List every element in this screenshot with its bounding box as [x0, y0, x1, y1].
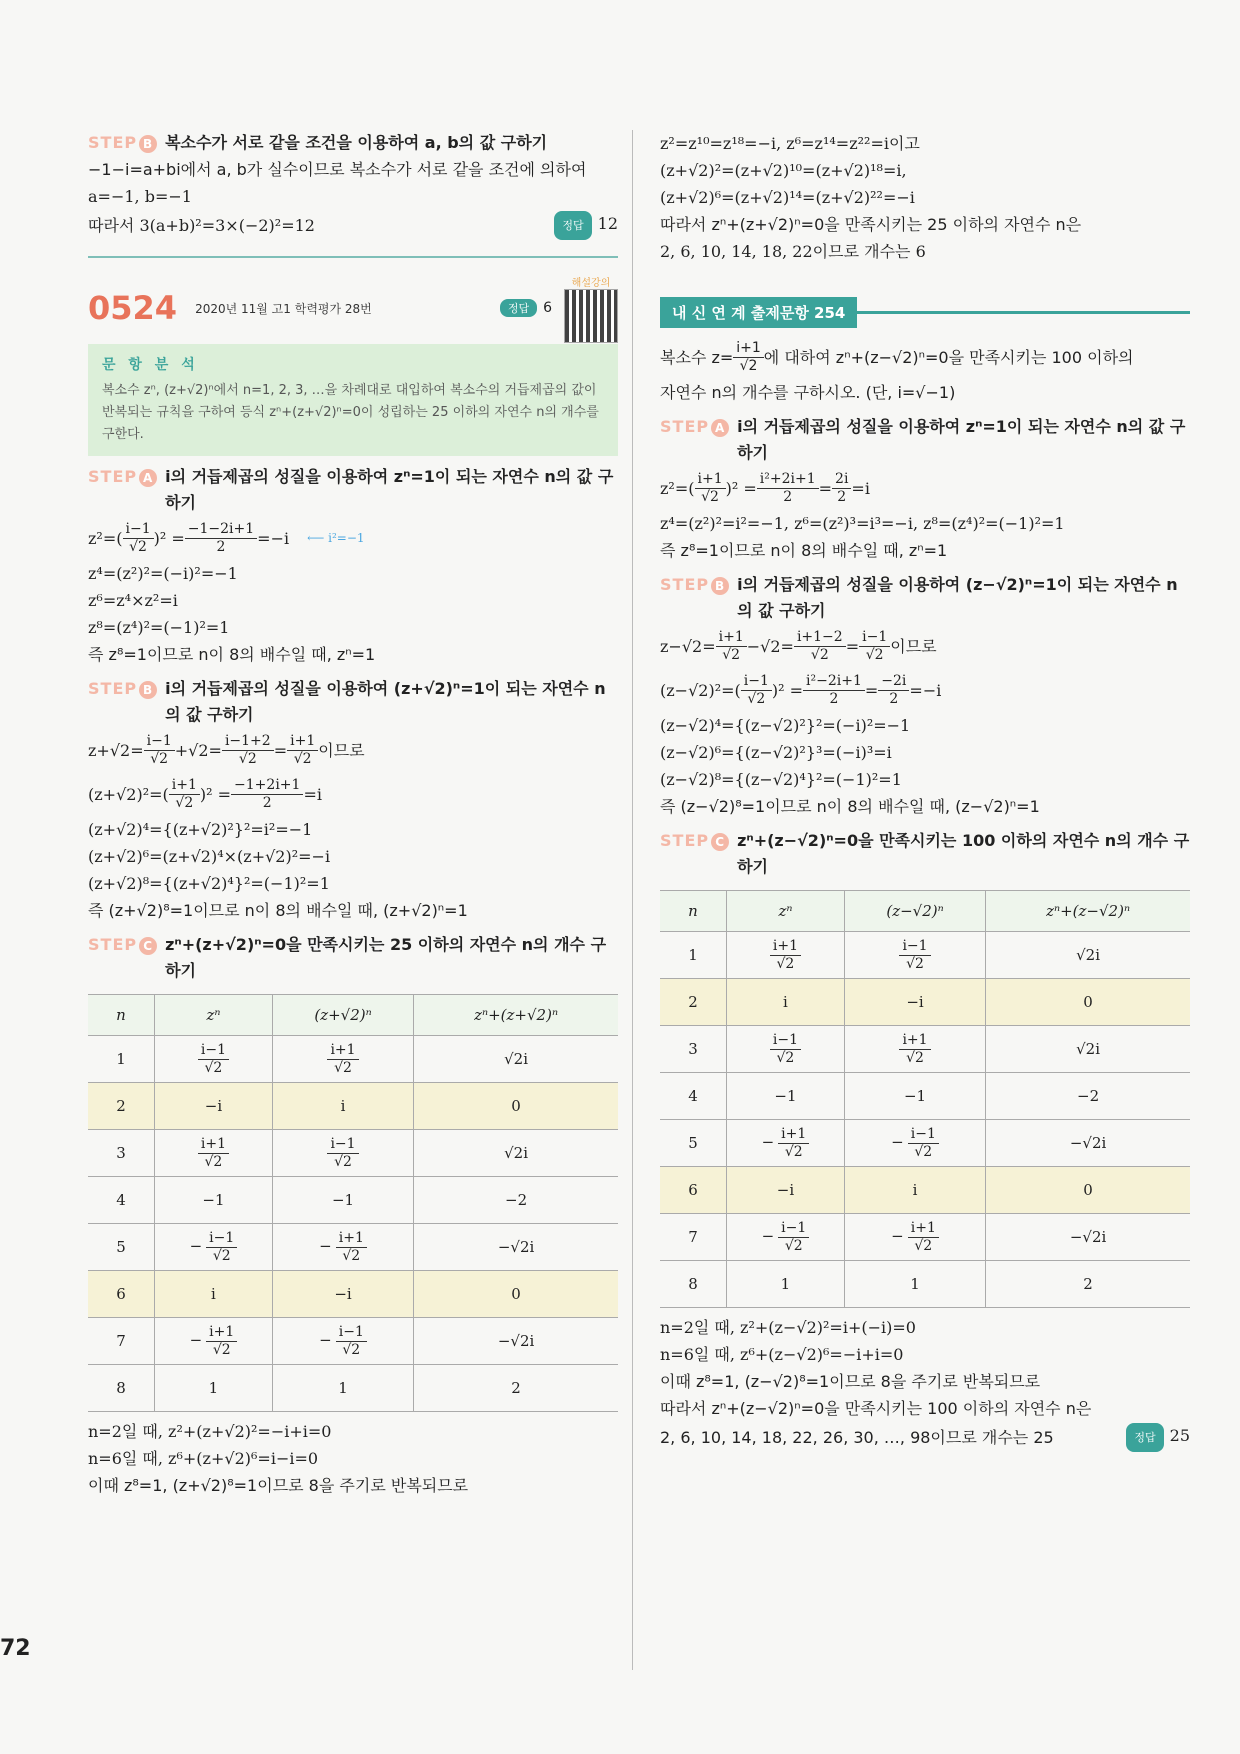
table-row: [88, 1083, 618, 1130]
text-line: (z+√2)⁶=(z+√2)¹⁴=(z+√2)²²=−i: [660, 188, 915, 207]
table-header-cell: n: [88, 995, 155, 1036]
table-header-cell: zⁿ: [727, 891, 845, 932]
table-row: [660, 1261, 1190, 1308]
equation-line: z⁴=(z²)²=i²=−1, z⁶=(z²)³=i³=−i, z⁸=(z⁴)²=(−1)²=1: [660, 514, 1065, 533]
table-cell: 5: [88, 1224, 155, 1271]
table-row: [88, 1036, 618, 1083]
qr-code-icon[interactable]: [564, 289, 618, 343]
table-row: [660, 1073, 1190, 1120]
table-cell: $\frac{i-1}{√2}$: [844, 932, 985, 979]
table-cell: 2: [660, 979, 727, 1026]
table-cell: i: [844, 1167, 985, 1214]
table-row: [88, 1177, 618, 1224]
question-line: 자연수 n의 개수를 구하시오. (단, i=√−1): [660, 383, 956, 402]
related-problem-banner: 내 신 연 계 출제문항 254: [660, 295, 1190, 329]
conclusion-line: 즉 (z+√2)⁸=1이므로 n이 8의 배수일 때, (z+√2)ⁿ=1: [88, 901, 468, 920]
table-cell: 7: [88, 1318, 155, 1365]
table-header-cell: zⁿ: [155, 995, 273, 1036]
table-cell: 6: [660, 1167, 727, 1214]
problem-header: 0524 2020년 11월 고1 학력평가 28번 정답 6 해설강의: [88, 278, 618, 338]
table-cell: 0: [986, 1167, 1190, 1214]
table-row: [88, 1318, 618, 1365]
table-cell: − $\frac{i-1}{√2}$: [155, 1224, 273, 1271]
table-row: [660, 932, 1190, 979]
table-cell: √2i: [414, 1130, 618, 1177]
table-header-cell: (z+√2)ⁿ: [272, 995, 413, 1036]
table-cell: 8: [660, 1261, 727, 1308]
table-cell: −1: [155, 1177, 273, 1224]
step-a-heading: STEP A i의 거듭제곱의 성질을 이용하여 zⁿ=1이 되는 자연수 n의 값 구하기: [88, 467, 614, 512]
equation-line: (z−√2)²=( $\frac{i-1}{√2}$ )² = $\frac{\text{i²−2i+1}}{2}$ = $\frac{-2i}{2}$ =−i: [660, 672, 942, 707]
step-c-heading: STEP C zⁿ+(z+√2)ⁿ=0을 만족시키는 25 이하의 자연수 n의 개수 구하기: [88, 935, 607, 980]
table-cell: i: [727, 979, 845, 1026]
text-line: 이때 z⁸=1, (z+√2)⁸=1이므로 8을 주기로 반복되므로: [88, 1476, 469, 1495]
table-cell: 3: [88, 1130, 155, 1177]
table-cell: −√2i: [414, 1318, 618, 1365]
conclusion-line: 즉 (z−√2)⁸=1이므로 n이 8의 배수일 때, (z−√2)ⁿ=1: [660, 797, 1040, 816]
table-cell: 1: [727, 1261, 845, 1308]
equation-line: (z+√2)⁴={(z+√2)²}²=i²=−1: [88, 820, 313, 839]
table-row: [660, 1120, 1190, 1167]
table-row: [660, 1026, 1190, 1073]
table-cell: 7: [660, 1214, 727, 1261]
equation-line: (z+√2)⁸={(z+√2)⁴}²=(−1)²=1: [88, 874, 330, 893]
equation-line: z⁴=(z²)²=(−i)²=−1: [88, 564, 238, 583]
text-line: n=2일 때, z²+(z−√2)²=i+(−i)=0: [660, 1318, 916, 1337]
table-cell: 1: [155, 1365, 273, 1412]
answer-badge: 정답: [554, 211, 591, 240]
table-cell: 4: [88, 1177, 155, 1224]
text-line: n=6일 때, z⁶+(z−√2)⁶=−i+i=0: [660, 1345, 904, 1364]
problem-source: 2020년 11월 고1 학력평가 28번: [195, 301, 372, 316]
final-line: 따라서 3(a+b)²=3×(−2)²=12 정답 12: [88, 210, 618, 240]
table-cell: 1: [844, 1261, 985, 1308]
text-line: 따라서 zⁿ+(z+√2)ⁿ=0을 만족시키는 25 이하의 자연수 n은: [660, 215, 1082, 234]
table-cell: $\frac{i+1}{√2}$: [272, 1036, 413, 1083]
text-line: z²=z¹⁰=z¹⁸=−i, z⁶=z¹⁴=z²²=i이고: [660, 134, 920, 153]
final-line: 2, 6, 10, 14, 18, 22, 26, 30, …, 98이므로 개수는 25 정답 25: [660, 1422, 1190, 1452]
table-cell: $\frac{i+1}{√2}$: [155, 1130, 273, 1177]
table-header-row: [88, 995, 618, 1036]
table-cell: √2i: [986, 932, 1190, 979]
table-cell: −i: [844, 979, 985, 1026]
equation-line: z⁸=(z⁴)²=(−1)²=1: [88, 618, 230, 637]
table-cell: − $\frac{i-1}{√2}$: [272, 1318, 413, 1365]
table-cell: $\frac{i-1}{√2}$: [727, 1026, 845, 1073]
table-header-cell: zⁿ+(z+√2)ⁿ: [414, 995, 618, 1036]
step-c-heading: STEP C zⁿ+(z−√2)ⁿ=0을 만족시키는 100 이하의 자연수 n의 개수 구하기: [660, 831, 1190, 876]
table-cell: −2: [414, 1177, 618, 1224]
table-cell: $\frac{i+1}{√2}$: [727, 932, 845, 979]
table-row: [88, 1271, 618, 1318]
table-cell: −2: [986, 1073, 1190, 1120]
step-b-heading: STEP B 복소수가 서로 같을 조건을 이용하여 a, b의 값 구하기: [88, 133, 548, 152]
table-cell: −√2i: [414, 1224, 618, 1271]
text-line: (z+√2)²=(z+√2)¹⁰=(z+√2)¹⁸=i,: [660, 161, 907, 180]
table-cell: $\frac{i+1}{√2}$: [844, 1026, 985, 1073]
value-table: [88, 994, 618, 1412]
table-row: [660, 1167, 1190, 1214]
step-b-heading: STEP B i의 거듭제곱의 성질을 이용하여 (z−√2)ⁿ=1이 되는 자연수 n의 값 구하기: [660, 575, 1178, 620]
problem-number: 0524: [88, 289, 178, 327]
left-column: [88, 130, 618, 1499]
table-cell: 8: [88, 1365, 155, 1412]
table-cell: $\frac{i-1}{√2}$: [155, 1036, 273, 1083]
table-header-row: [660, 891, 1190, 932]
table-row: [88, 1365, 618, 1412]
equation-line: (z−√2)⁶={(z−√2)²}³=(−i)³=i: [660, 743, 892, 762]
table-cell: 3: [660, 1026, 727, 1073]
answer-badge: 정답: [1126, 1423, 1163, 1452]
table-cell: i: [272, 1083, 413, 1130]
table-cell: − $\frac{i+1}{√2}$: [155, 1318, 273, 1365]
equation-line: z²=( $\frac{i+1}{√2}$ )² = $\frac{\text{i²+2i+1}}{2}$ = $\frac{2i}{2}$ =i: [660, 470, 870, 505]
table-cell: 6: [88, 1271, 155, 1318]
table-cell: 0: [414, 1271, 618, 1318]
table-row: [660, 979, 1190, 1026]
table-row: [88, 1130, 618, 1177]
table-cell: 0: [986, 979, 1190, 1026]
text-line: 이때 z⁸=1, (z−√2)⁸=1이므로 8을 주기로 반복되므로: [660, 1372, 1041, 1391]
table-cell: 2: [986, 1261, 1190, 1308]
text-line: 따라서 zⁿ+(z−√2)ⁿ=0을 만족시키는 100 이하의 자연수 n은: [660, 1399, 1092, 1418]
table-header-cell: n: [660, 891, 727, 932]
text-line: n=6일 때, z⁶+(z+√2)⁶=i−i=0: [88, 1449, 319, 1468]
step-a-heading: STEP A i의 거듭제곱의 성질을 이용하여 zⁿ=1이 되는 자연수 n의 값 구하기: [660, 417, 1186, 462]
equation-line: (z+√2)²=( $\frac{i+1}{√2}$ )² = $\frac{-1+2i+1}{2}$ =i: [88, 776, 322, 811]
table-cell: 5: [660, 1120, 727, 1167]
table-cell: − $\frac{i+1}{√2}$: [844, 1214, 985, 1261]
text-line: n=2일 때, z²+(z+√2)²=−i+i=0: [88, 1422, 332, 1441]
question-line: 복소수 z= $\frac{i+1}{√2}$ 에 대하여 zⁿ+(z−√2)ⁿ=0을 만족시키는 100 이하의: [660, 339, 1134, 374]
table-cell: −√2i: [986, 1214, 1190, 1261]
table-cell: −√2i: [986, 1120, 1190, 1167]
equation-line: z²=( $\frac{i-1}{√2}$ )² = $\frac{-1-2i+1}{2}$ =−i ⟵ i²=−1: [88, 520, 365, 555]
table-cell: 2: [414, 1365, 618, 1412]
equation-line: z⁶=z⁴×z²=i: [88, 591, 178, 610]
right-column: [660, 130, 1190, 1452]
section-rule: [88, 256, 618, 258]
equation-line: z−√2= $\frac{i+1}{√2}$ −√2= $\frac{i+1-2}{√2}$ = $\frac{i-1}{√2}$ 이므로: [660, 628, 937, 663]
step-b-heading: STEP B i의 거듭제곱의 성질을 이용하여 (z+√2)ⁿ=1이 되는 자연수 n의 값 구하기: [88, 679, 606, 724]
table-cell: 1: [272, 1365, 413, 1412]
analysis-box: 문 항 분 석 복소수 zⁿ, (z+√2)ⁿ에서 n=1, 2, 3, …을 차례대로 대입하여 복소수의 거듭제곱의 값이 반복되는 규칙을 구하여 등식 zⁿ+(z+√2)ⁿ=0이 성립하는 25 이하의 자연수 n의 개수를 구한다.: [88, 344, 618, 456]
equation-line: (z−√2)⁸={(z−√2)⁴}²=(−1)²=1: [660, 770, 902, 789]
table-cell: −i: [727, 1167, 845, 1214]
table-cell: √2i: [986, 1026, 1190, 1073]
table-cell: 1: [88, 1036, 155, 1083]
table-cell: −i: [272, 1271, 413, 1318]
table-cell: − $\frac{i+1}{√2}$: [272, 1224, 413, 1271]
table-cell: 2: [88, 1083, 155, 1130]
text-line: −1−i=a+bi에서 a, b가 실수이므로 복소수가 서로 같을 조건에 의하여: [88, 160, 587, 179]
conclusion-line: 즉 z⁸=1이므로 n이 8의 배수일 때, zⁿ=1: [660, 541, 948, 560]
table-cell: $\frac{i-1}{√2}$: [272, 1130, 413, 1177]
table-row: [88, 1224, 618, 1271]
conclusion-line: 즉 z⁸=1이므로 n이 8의 배수일 때, zⁿ=1: [88, 645, 376, 664]
table-header-cell: zⁿ+(z−√2)ⁿ: [986, 891, 1190, 932]
table-cell: −1: [727, 1073, 845, 1120]
page-number: 72: [0, 1636, 31, 1661]
column-divider: [632, 130, 633, 1670]
equation-line: (z+√2)⁶=(z+√2)⁴×(z+√2)²=−i: [88, 847, 331, 866]
answer-badge: 정답: [500, 299, 537, 317]
table-cell: − $\frac{i+1}{√2}$: [727, 1120, 845, 1167]
table-cell: 0: [414, 1083, 618, 1130]
table-row: [660, 1214, 1190, 1261]
table-cell: − $\frac{i-1}{√2}$: [727, 1214, 845, 1261]
table-cell: 1: [660, 932, 727, 979]
table-cell: 4: [660, 1073, 727, 1120]
table-cell: − $\frac{i-1}{√2}$: [844, 1120, 985, 1167]
equation-line: (z−√2)⁴={(z−√2)²}²=(−i)²=−1: [660, 716, 911, 735]
text-line: a=−1, b=−1: [88, 187, 192, 206]
table-header-cell: (z−√2)ⁿ: [844, 891, 985, 932]
table-cell: −1: [844, 1073, 985, 1120]
table-cell: √2i: [414, 1036, 618, 1083]
table-cell: i: [155, 1271, 273, 1318]
equation-line: z+√2= $\frac{i-1}{√2}$ +√2= $\frac{i-1+2}{√2}$ = $\frac{i+1}{√2}$ 이므로: [88, 732, 365, 767]
table-cell: −1: [272, 1177, 413, 1224]
text-line: 2, 6, 10, 14, 18, 22이므로 개수는 6: [660, 242, 926, 261]
value-table: [660, 890, 1190, 1308]
table-cell: −i: [155, 1083, 273, 1130]
